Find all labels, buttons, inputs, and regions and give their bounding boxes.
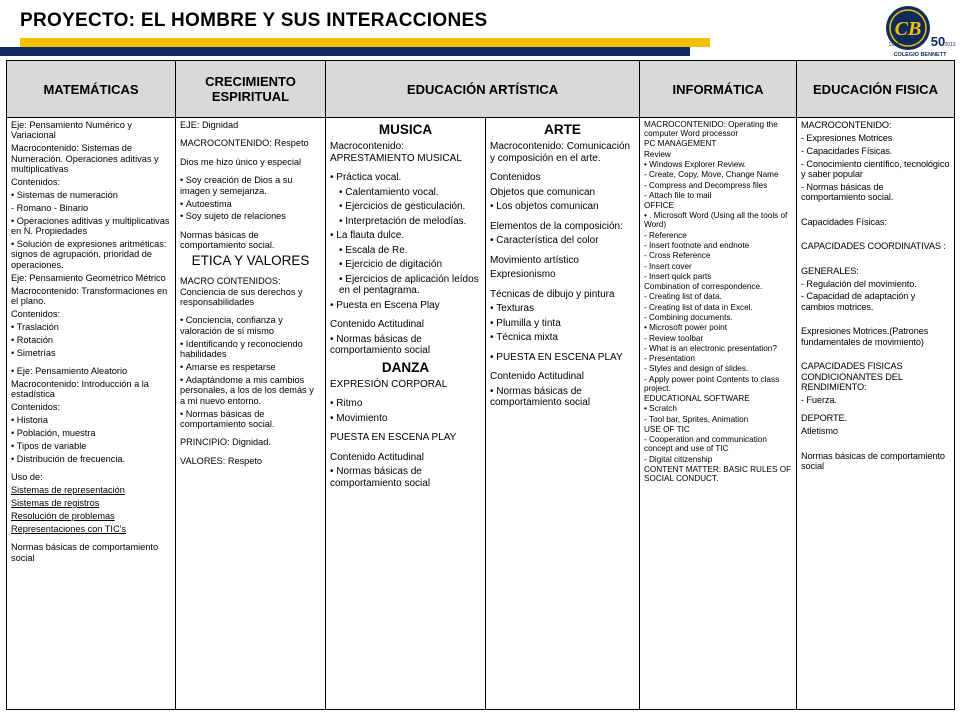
list-item: • Solución de expresiones aritméticas: signos de agrupación, prioridad de operaciones.	[11, 239, 171, 270]
list-item: • Población, muestra	[11, 428, 171, 438]
list-item: - Romano - Binario	[11, 202, 89, 213]
list-item: • Ritmo	[330, 398, 481, 410]
school-logo	[870, 2, 956, 62]
list-item: MACROCONTENIDO: Respeto	[180, 138, 309, 149]
list-item: Macrocontenido: Sistemas de Numeración. Operaciones aditivas y multiplicativas	[11, 143, 159, 175]
list-item: Capacidades Físicas:	[801, 216, 887, 227]
list-item: VALORES: Respeto	[180, 455, 263, 466]
list-item: • Movimiento	[330, 413, 481, 425]
section-title-musica: MUSICA	[378, 122, 433, 137]
list-item: • Ejercicio de digitación	[330, 259, 481, 271]
list-item: Contenidos:	[11, 309, 61, 319]
header-educacion-fisica: EDUCACIÓN FISICA	[797, 61, 955, 118]
list-item: EDUCATIONAL SOFTWARE	[644, 394, 750, 404]
list-item: • Microsoft power point	[644, 323, 792, 332]
list-item: • Traslación	[11, 322, 171, 332]
list-item: - Digital citizenship	[644, 455, 792, 464]
list-item: • Adaptándome a mis cambios personales, a los de los demás y a mi nuevo entorno.	[180, 375, 321, 406]
list-item: - Cross Reference	[644, 251, 792, 260]
list-item: - Creating list of data in Excel.	[644, 303, 792, 312]
list-item: OFFICE	[644, 201, 675, 211]
list-item: - Capacidades Físicas.	[801, 145, 893, 156]
list-item: EXPRESIÓN CORPORAL	[330, 378, 448, 390]
title-underline-navy	[0, 47, 690, 56]
list-item: Macrocontenido: Transformaciones en el plano.	[11, 285, 168, 307]
list-item: GENERALES:	[801, 265, 859, 276]
list-item: • Operaciones aditivas y multiplicativas en N. Propiedades	[11, 216, 171, 237]
list-item: • Práctica vocal.	[330, 172, 481, 184]
list-item: Resolución de problemas	[11, 511, 115, 522]
list-item: Sistemas de registros	[11, 498, 100, 509]
list-item: • Scratch	[644, 404, 792, 413]
list-item: • Tipos de variable	[11, 441, 171, 451]
list-item: • Historia	[11, 415, 171, 425]
list-item: • Normas básicas de comportamiento social	[330, 466, 481, 489]
list-item: Macrocontenido: APRESTAMIENTO MUSICAL	[330, 141, 462, 164]
list-item: • Calentamiento vocal.	[330, 187, 481, 199]
list-item: • . Microsoft Word (Using all the tools of Word)	[644, 211, 792, 229]
list-item: Uso de:	[11, 472, 43, 483]
list-item: Combination of correspondence.	[644, 282, 763, 292]
list-item: - Insert quick parts	[644, 272, 792, 281]
list-item: • Característica del color	[490, 235, 635, 247]
list-item: • Simetrías	[11, 348, 171, 358]
cell-matematicas	[7, 118, 176, 710]
section-title-arte: ARTE	[544, 122, 581, 137]
cell-arte	[486, 118, 640, 710]
list-item: Macrocontenido: Comunicación y composición en el arte.	[490, 141, 631, 164]
list-item: MACRO CONTENIDOS: Conciencia de sus derechos y responsabilidades	[180, 276, 303, 307]
cell-crecimiento-espiritual	[176, 118, 326, 710]
list-item: • La flauta dulce.	[330, 230, 481, 242]
list-item: - Insert cover	[644, 262, 792, 271]
list-item: Eje: Pensamiento Geométrico Métrico	[11, 272, 166, 283]
header-crecimiento-espiritual: CRECIMIENTO ESPIRITUAL	[176, 61, 326, 118]
list-item: - Review toolbar	[644, 334, 792, 343]
svg-text:1963: 1963	[888, 42, 900, 48]
list-item: PRINCIPIO: Dignidad.	[180, 437, 271, 448]
list-item: EJE: Dignidad	[180, 120, 239, 130]
list-item: Normas básicas de comportamiento social	[11, 542, 159, 563]
list-item: Eje: Pensamiento Numérico y Variacional	[11, 120, 133, 141]
list-item: Normas básicas de comportamiento social	[801, 450, 945, 471]
list-item: - Reference	[644, 231, 792, 240]
list-item: - Expresiones Motrices	[801, 132, 893, 143]
list-item: - Tool bar, Sprites, Animation	[644, 415, 792, 424]
list-item: • Plumilla y tinta	[490, 318, 635, 330]
list-item: Atletismo	[801, 426, 838, 437]
list-item: - Regulación del movimiento.	[801, 278, 917, 289]
list-item: PUESTA EN ESCENA PLAY	[330, 432, 457, 443]
list-item: Review	[644, 149, 671, 159]
list-item: USE OF TIC	[644, 424, 690, 434]
list-item: Contenidos	[490, 172, 541, 183]
list-item: - Attach file to mail	[644, 191, 792, 200]
list-item: • Amarse es respetarse	[180, 362, 321, 372]
list-item: • Normas básicas de comportamiento social	[490, 386, 635, 409]
cell-educacion-fisica	[797, 118, 955, 710]
header-educacion-artistica: EDUCACIÓN ARTÍSTICA	[326, 61, 640, 118]
header-matematicas: MATEMÁTICAS	[7, 61, 176, 118]
list-item: Expresionismo	[490, 269, 556, 280]
list-item: Objetos que comunican	[490, 186, 596, 198]
list-item: Contenido Actitudinal	[490, 371, 584, 382]
list-item: DEPORTE.	[801, 413, 847, 424]
list-item: Contenido Actitudinal	[330, 319, 424, 330]
list-item: MACROCONTENIDO:	[801, 120, 892, 130]
list-item: • Normas básicas de comportamiento social	[330, 334, 481, 357]
list-item: - Conocimiento científico, tecnológico y saber popular	[801, 158, 950, 180]
list-item: - Insert footnote and endnote	[644, 241, 792, 250]
list-item: Sistemas de representación	[11, 485, 125, 496]
curriculum-table	[6, 60, 955, 710]
list-item: CONTENT MATTER: BASIC RULES OF SOCIAL CONDUCT.	[644, 464, 792, 483]
list-item: Contenido Actitudinal	[330, 451, 424, 463]
section-title-danza: DANZA	[381, 359, 430, 375]
list-item: - Apply power point Contents to class project.	[644, 375, 792, 393]
list-item: • Puesta en Escena Play	[330, 300, 481, 312]
list-item: CAPACIDADES COORDINATIVAS :	[801, 241, 946, 252]
list-item: - Cooperation and communication concept and use of TIC	[644, 435, 792, 453]
svg-text:CB: CB	[894, 18, 922, 40]
list-item: • Los objetos comunican	[490, 201, 635, 213]
list-item: Técnicas de dibujo y pintura	[490, 288, 615, 300]
list-item: • Conciencia, confianza y valoración de sí mismo	[180, 315, 321, 336]
list-item: • Ejercicios de gesticulación.	[330, 201, 481, 213]
list-item: - Normas básicas de comportamiento social.	[801, 182, 894, 203]
list-item: Elementos de la composición:	[490, 220, 623, 232]
list-item: CAPACIDADES FISICAS CONDICIONANTES DEL RENDIMIENTO:	[801, 361, 903, 392]
list-item: • Interpretación de melodías.	[330, 216, 481, 228]
cell-informatica	[640, 118, 797, 710]
title-underline-gold	[20, 38, 710, 47]
list-item: - Combining documents.	[644, 313, 792, 322]
list-item: • Sistemas de numeración	[11, 190, 171, 200]
list-item: • Normas básicas de comportamiento social.	[180, 409, 321, 430]
list-item: - Creating list of data.	[644, 292, 792, 301]
list-item: - Compress and Decompress files	[644, 181, 792, 190]
list-item: • Escala de Re.	[330, 245, 481, 257]
list-item: • PUESTA EN ESCENA PLAY	[490, 352, 635, 364]
svg-text:2013: 2013	[944, 42, 956, 48]
list-item: - Fuerza.	[801, 394, 837, 405]
list-item: - Presentation	[644, 354, 792, 363]
list-item: • Autoestima	[180, 199, 321, 209]
list-item: Contenidos:	[11, 177, 61, 188]
list-item: • Soy creación de Dios a su imagen y semejanza.	[180, 175, 321, 196]
list-item: • Rotación	[11, 335, 171, 345]
svg-text:COLEGIO BENNETT: COLEGIO BENNETT	[893, 52, 947, 58]
list-item: • Soy sujeto de relaciones	[180, 211, 321, 221]
list-item: • Distribución de frecuencia.	[11, 454, 171, 464]
header-informatica: INFORMÁTICA	[640, 61, 797, 118]
list-item: - Styles and design of slides.	[644, 364, 792, 373]
list-item: Normas básicas de comportamiento social.	[180, 229, 275, 251]
list-item: Dios me hizo único y especial	[180, 156, 302, 167]
list-item: - Capacidad de adaptación y cambios motrices.	[801, 291, 916, 312]
list-item: - Create, Copy, Move, Change Name	[644, 170, 792, 179]
list-item: • Texturas	[490, 303, 635, 315]
svg-text:50: 50	[930, 34, 946, 49]
list-item: Representaciones con TIC's	[11, 524, 126, 534]
list-item: • Ejercicios de aplicación leídos en el pentagrama.	[330, 274, 481, 297]
list-item: • Eje: Pensamiento Aleatorio	[11, 366, 171, 376]
page-title: PROYECTO: EL HOMBRE Y SUS INTERACCIONES	[20, 10, 488, 31]
list-item: • Técnica mixta	[490, 332, 635, 344]
list-item: - What is an electronic presentation?	[644, 344, 792, 353]
cell-musica	[326, 118, 486, 710]
section-title-etica: ETICA Y VALORES	[191, 253, 310, 269]
list-item: MACROCONTENIDO: Operating the computer Word processor	[644, 120, 778, 139]
list-item: Macrocontenido: Introducción a la estadística	[11, 379, 149, 400]
list-item: PC MANAGEMENT	[644, 139, 717, 149]
list-item: • Windows Explorer Review.	[644, 160, 792, 169]
list-item: Movimiento artístico	[490, 254, 579, 266]
list-item: Expresiones Motrices.(Patrones fundamentales de movimiento)	[801, 326, 929, 347]
list-item: Contenidos:	[11, 402, 61, 413]
list-item: • Identificando y reconociendo habilidades	[180, 339, 321, 360]
